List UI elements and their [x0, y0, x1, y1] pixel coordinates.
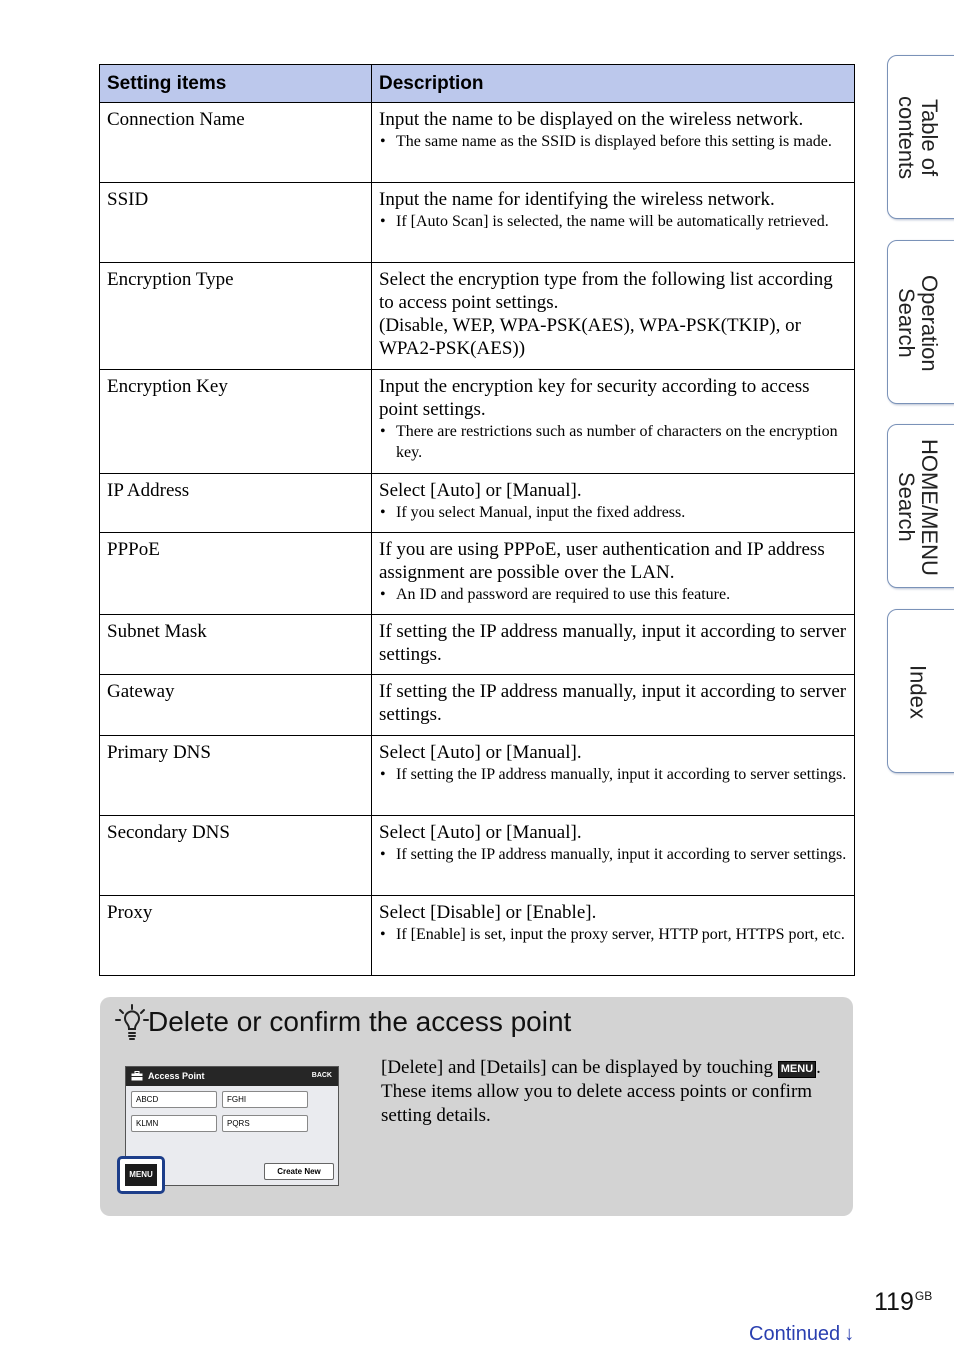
- continued-link[interactable]: [749, 1323, 854, 1346]
- table-row: [100, 816, 855, 896]
- table-row: [100, 736, 855, 816]
- description-text: Select [Auto] or [Manual].: [379, 822, 582, 843]
- table-header-row: [100, 65, 855, 103]
- page-region-suffix: GB: [914, 1289, 933, 1303]
- menu-button-highlight: [117, 1156, 165, 1194]
- tab-home-menu-search[interactable]: [887, 424, 954, 588]
- description-text-options: (Disable, WEP, WPA-PSK(AES), WPA-PSK(TKIP), or WPA2-PSK(AES)): [379, 315, 801, 359]
- setting-item: Primary DNS: [100, 736, 372, 816]
- arrow-down-icon: ↓: [844, 1323, 855, 1345]
- description-text: Select [Disable] or [Enable].: [379, 902, 597, 923]
- description-text: Select the encryption type from the following list according to access point settings.: [379, 269, 833, 313]
- setting-item: Encryption Key: [100, 370, 372, 474]
- setting-item: Proxy: [100, 896, 372, 976]
- access-point-title: Access Point: [148, 1071, 205, 1081]
- tab-operation-search[interactable]: [887, 240, 954, 404]
- setting-item: Encryption Type: [100, 263, 372, 370]
- tab-index[interactable]: [887, 609, 954, 773]
- tab-table-of-contents[interactable]: [887, 55, 954, 219]
- table-row: [100, 183, 855, 263]
- setting-item: Secondary DNS: [100, 816, 372, 896]
- continued-label: Continued: [749, 1323, 841, 1345]
- setting-item: Gateway: [100, 675, 372, 736]
- description-note: • An ID and password are required to use this feature.: [379, 584, 847, 605]
- table-row: [100, 615, 855, 675]
- page-number-value: 119: [874, 1288, 914, 1316]
- setting-description: [372, 533, 855, 615]
- description-note: • The same name as the SSID is displayed before this setting is made.: [379, 131, 847, 152]
- header-setting-items: Setting items: [100, 65, 372, 103]
- description-text: Select [Auto] or [Manual].: [379, 480, 582, 501]
- setting-description: [372, 896, 855, 976]
- setting-description: [372, 474, 855, 533]
- description-note: • If setting the IP address manually, input it according to server settings.: [379, 764, 847, 785]
- setting-description: [372, 183, 855, 263]
- menu-icon: MENU: [778, 1061, 816, 1078]
- setting-description: [372, 263, 855, 370]
- toolbox-icon: [131, 1071, 143, 1081]
- description-note: • If [Enable] is set, input the proxy server, HTTP port, HTTPS port, etc.: [379, 924, 847, 945]
- hint-text: [381, 1056, 841, 1128]
- tab-label: Index: [905, 665, 931, 719]
- table-row: [100, 675, 855, 736]
- access-point-item[interactable]: KLMN: [131, 1115, 217, 1132]
- description-text: Input the name to be displayed on the wireless network.: [379, 109, 804, 130]
- description-text: Select [Auto] or [Manual].: [379, 742, 582, 763]
- setting-description: [372, 370, 855, 474]
- header-description: Description: [372, 65, 855, 103]
- setting-item: Connection Name: [100, 103, 372, 183]
- hint-text-after: . These items allow you to delete access points or confirm setting details.: [381, 1057, 821, 1126]
- description-text: If setting the IP address manually, input it according to server settings.: [379, 681, 847, 725]
- description-text: Input the name for identifying the wireless network.: [379, 189, 775, 210]
- table-row: [100, 103, 855, 183]
- setting-item: SSID: [100, 183, 372, 263]
- access-point-item[interactable]: FGHI: [222, 1091, 308, 1108]
- setting-description: [372, 103, 855, 183]
- create-new-button[interactable]: Create New: [264, 1163, 334, 1180]
- table-row: [100, 370, 855, 474]
- setting-description: [372, 615, 855, 675]
- table-row: [100, 263, 855, 370]
- setting-description: [372, 816, 855, 896]
- back-button[interactable]: BACK: [311, 1072, 332, 1079]
- lightbulb-icon: [114, 1003, 150, 1041]
- hint-text-before: [Delete] and [Details] can be displayed by touching: [381, 1057, 773, 1078]
- description-note: • If [Auto Scan] is selected, the name will be automatically retrieved.: [379, 211, 847, 232]
- description-note: • If setting the IP address manually, input it according to server settings.: [379, 844, 847, 865]
- setting-description: [372, 675, 855, 736]
- tab-label: HOME/MENU Search: [894, 438, 942, 576]
- menu-button[interactable]: MENU: [125, 1164, 157, 1186]
- table-row: [100, 474, 855, 533]
- table-row: [100, 896, 855, 976]
- access-point-item[interactable]: ABCD: [131, 1091, 217, 1108]
- description-note: • There are restrictions such as number of characters on the encryption key.: [379, 421, 847, 463]
- hint-box: [100, 997, 853, 1216]
- setting-item: IP Address: [100, 474, 372, 533]
- access-point-header: [126, 1067, 338, 1086]
- description-text: If setting the IP address manually, input it according to server settings.: [379, 621, 847, 665]
- tab-label: Table of contents: [894, 96, 942, 180]
- tab-label: Operation Search: [894, 274, 942, 372]
- hint-title: Delete or confirm the access point: [148, 1006, 572, 1037]
- settings-table: [99, 64, 855, 976]
- page-number: [874, 1288, 932, 1317]
- setting-description: [372, 736, 855, 816]
- description-text: If you are using PPPoE, user authentication and IP address assignment are possible over the LAN.: [379, 539, 825, 583]
- setting-item: PPPoE: [100, 533, 372, 615]
- setting-item: Subnet Mask: [100, 615, 372, 675]
- description-text: Input the encryption key for security according to access point settings.: [379, 376, 810, 420]
- table-row: [100, 533, 855, 615]
- access-point-item[interactable]: PQRS: [222, 1115, 308, 1132]
- description-note: • If you select Manual, input the fixed address.: [379, 502, 847, 523]
